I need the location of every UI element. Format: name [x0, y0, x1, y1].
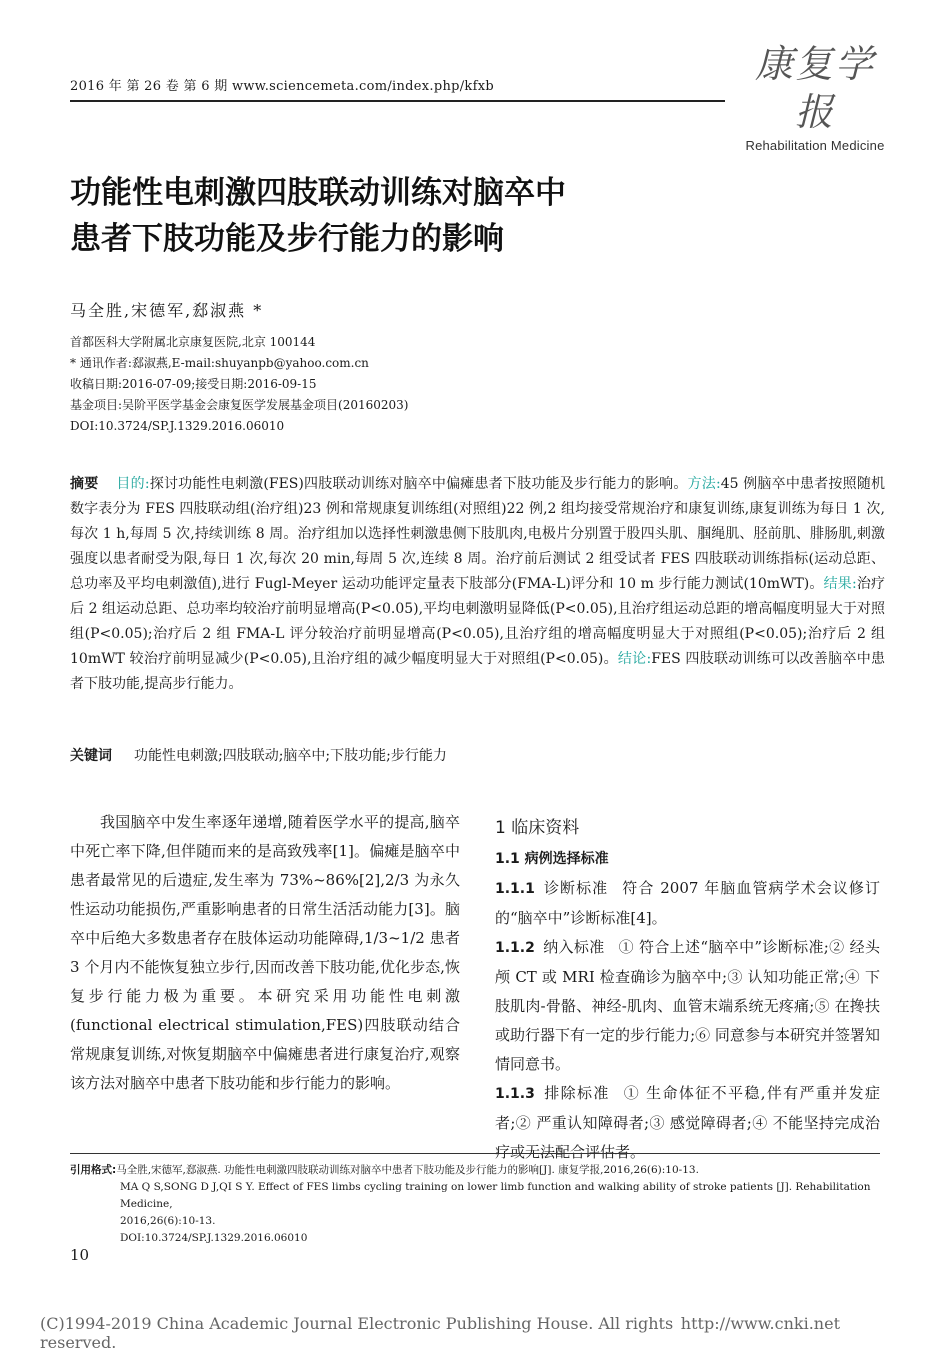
title-line-2: 患者下肢功能及步行能力的影响 [70, 221, 504, 257]
header-rule [70, 100, 725, 102]
logo-english: Rehabilitation Medicine [745, 138, 885, 153]
citation-rule [70, 1153, 880, 1154]
cnki-link[interactable]: http://www.cnki.net [680, 1314, 840, 1333]
page-number: 10 [70, 1246, 90, 1264]
introduction-paragraph: 我国脑卒中发生率逐年递增,随着医学水平的提高,脑卒中死亡率下降,但伴随而来的是高致残率[1]。偏瘫是脑卒中患者最常见的后遗症,发生率为 73%~86%[2],2/3 为永久性运动功能损伤,严重影响患者的日常生活活动能力[3]。脑卒中后绝大多数患者存在肢体运动功能障碍,1/3~1/2 患者 3 个月内不能恢复独立步行,因而改善下肢功能,优化步态,恢复步行能力极为重要。本研究采用功能性电刺激(functional electrical stimulation,FES)四肢联动结合常规康复训练,对恢复期脑卒中偏瘫患者进行康复治疗,观察该方法对脑卒中患者下肢功能和步行能力的影响。 [70, 813, 460, 1092]
keywords [70, 745, 447, 765]
item-number: 1.1.1 [495, 881, 535, 897]
item-text: ① 生命体征不平稳,伴有严重并发症者;② 严重认知障碍者;③ 感觉障碍者;④ 不能坚持完成治疗或无法配合评估者。 [495, 1084, 880, 1161]
section-clinical-data [495, 814, 880, 1167]
keywords-label: 关键词 [70, 748, 112, 764]
criteria-diagnosis [495, 874, 880, 933]
journal-header: 2016 年 第 26 卷 第 6 期 www.sciencemeta.com/index.php/kfxb [70, 79, 494, 94]
citation-label: 引用格式: [70, 1164, 117, 1176]
citation-en-2: 2016,26(6):10-13. [120, 1215, 216, 1227]
logo-chinese: 康复学报 [754, 42, 875, 134]
citation-block [70, 1162, 880, 1247]
item-label: 诊断标准 [542, 879, 609, 897]
item-number: 1.1.2 [495, 940, 535, 956]
keywords-text: 功能性电刺激;四肢联动;脑卒中;下肢功能;步行能力 [134, 748, 447, 764]
received-date: 收稿日期:2016-07-09;接受日期:2016-09-15 [70, 377, 317, 391]
objective-label: 目的: [116, 476, 150, 492]
methods-label: 方法: [687, 476, 721, 492]
copyright-text: (C)1994-2019 China Academic Journal Electronic Publishing House. All rights reserved. [40, 1314, 674, 1352]
conclusion-label: 结论: [617, 651, 652, 667]
objective-text: 探讨功能性电刺激(FES)四肢联动训练对脑卒中偏瘫患者下肢功能及步行能力的影响。 [149, 476, 688, 492]
citation-cn: 马全胜,宋德军,郄淑燕. 功能性电刺激四肢联动训练对脑卒中患者下肢功能及步行能力的影响[J]. 康复学报,2016,26(6):10-13. [116, 1164, 699, 1176]
item-label: 纳入标准 [542, 938, 605, 956]
affiliations [70, 332, 409, 437]
citation-en-1: MA Q S,SONG D J,QI S Y. Effect of FES limbs cycling training on lower limb function and walking ability of stroke patients [J]. Rehabilitation Medicine, [120, 1181, 871, 1210]
item-number: 1.1.3 [495, 1086, 535, 1102]
item-text: 符合 2007 年脑血管病学术会议修订的“脑卒中”诊断标准[4]。 [495, 879, 880, 927]
copyright-footer [40, 1314, 840, 1352]
authors: 马全胜,宋德军,郄淑燕 * [70, 301, 264, 320]
citation-doi: DOI:10.3724/SP.J.1329.2016.06010 [120, 1232, 308, 1244]
item-text: ① 符合上述“脑卒中”诊断标准;② 经头颅 CT 或 MRI 检查确诊为脑卒中;③ 认知功能正常;④ 下肢肌肉-骨骼、神经-肌肉、血管末端系统无疼痛;⑤ 在搀扶或助行器下有一定的步行能力;⑥ 同意参与本研究并签署知情同意书。 [495, 938, 880, 1073]
conclusion-text: FES 四肢联动训练可以改善脑卒中患者下肢功能,提高步行能力。 [70, 651, 886, 692]
abstract-label: 摘要 [70, 476, 99, 492]
citation-cn-line [70, 1162, 880, 1179]
subsection-heading: 1.1 病例选择标准 [495, 851, 609, 867]
item-label: 排除标准 [542, 1084, 610, 1102]
funding: 基金项目:吴阶平医学基金会康复医学发展基金项目(20160203) [70, 398, 409, 412]
results-text: 治疗后 2 组运动总距、总功率均较治疗前明显增高(P<0.05),平均电刺激明显降低(P<0.05),且治疗组运动总距的增高幅度明显大于对照组(P<0.05);治疗后 2 组 FMA-L 评分较治疗前明显增高(P<0.05),且治疗组的增高幅度明显大于对照组(P<0.05);治疗后 2 组 10mWT 较治疗前明显减少(P<0.05),且治疗组的减少幅度明显大于对照组(P<0.05)。 [70, 576, 886, 667]
corresponding-author: * 通讯作者:郄淑燕,E-mail:shuyanpb@yahoo.com.cn [70, 356, 369, 370]
affiliation-line: 首都医科大学附属北京康复医院,北京 100144 [70, 335, 316, 349]
methods-text: 45 例脑卒中患者按照随机数字表分为 FES 四肢联动组(治疗组)23 例和常规康复训练组(对照组)22 例,2 组均接受常规治疗和康复训练,康复训练为每日 1 次,每次 1 h,每周 5 次,持续训练 8 周。治疗组加以选择性刺激患侧下肢肌肉,电极片分别置于股四头肌、腘绳肌、胫前肌、腓肠肌,刺激强度以患者耐受为限,每日 1 次,每次 20 min,每周 5 次,连续 8 周。治疗前后测试 2 组受试者 FES 四肢联动训练指标(运动总距、总功率及平均电刺激值),进行 Fugl-Meyer 运动功能评定量表下肢部分(FMA-L)评分和 10 m 步行能力测试(10mWT)。 [70, 476, 886, 592]
title-line-1: 功能性电刺激四肢联动训练对脑卒中 [70, 175, 566, 211]
article-title [70, 170, 566, 262]
journal-logo [740, 40, 890, 153]
criteria-inclusion [495, 933, 880, 1079]
doi: DOI:10.3724/SP.J.1329.2016.06010 [70, 419, 285, 433]
results-label: 结果: [823, 576, 857, 592]
abstract [70, 472, 885, 697]
section-heading: 1 临床资料 [495, 818, 580, 838]
